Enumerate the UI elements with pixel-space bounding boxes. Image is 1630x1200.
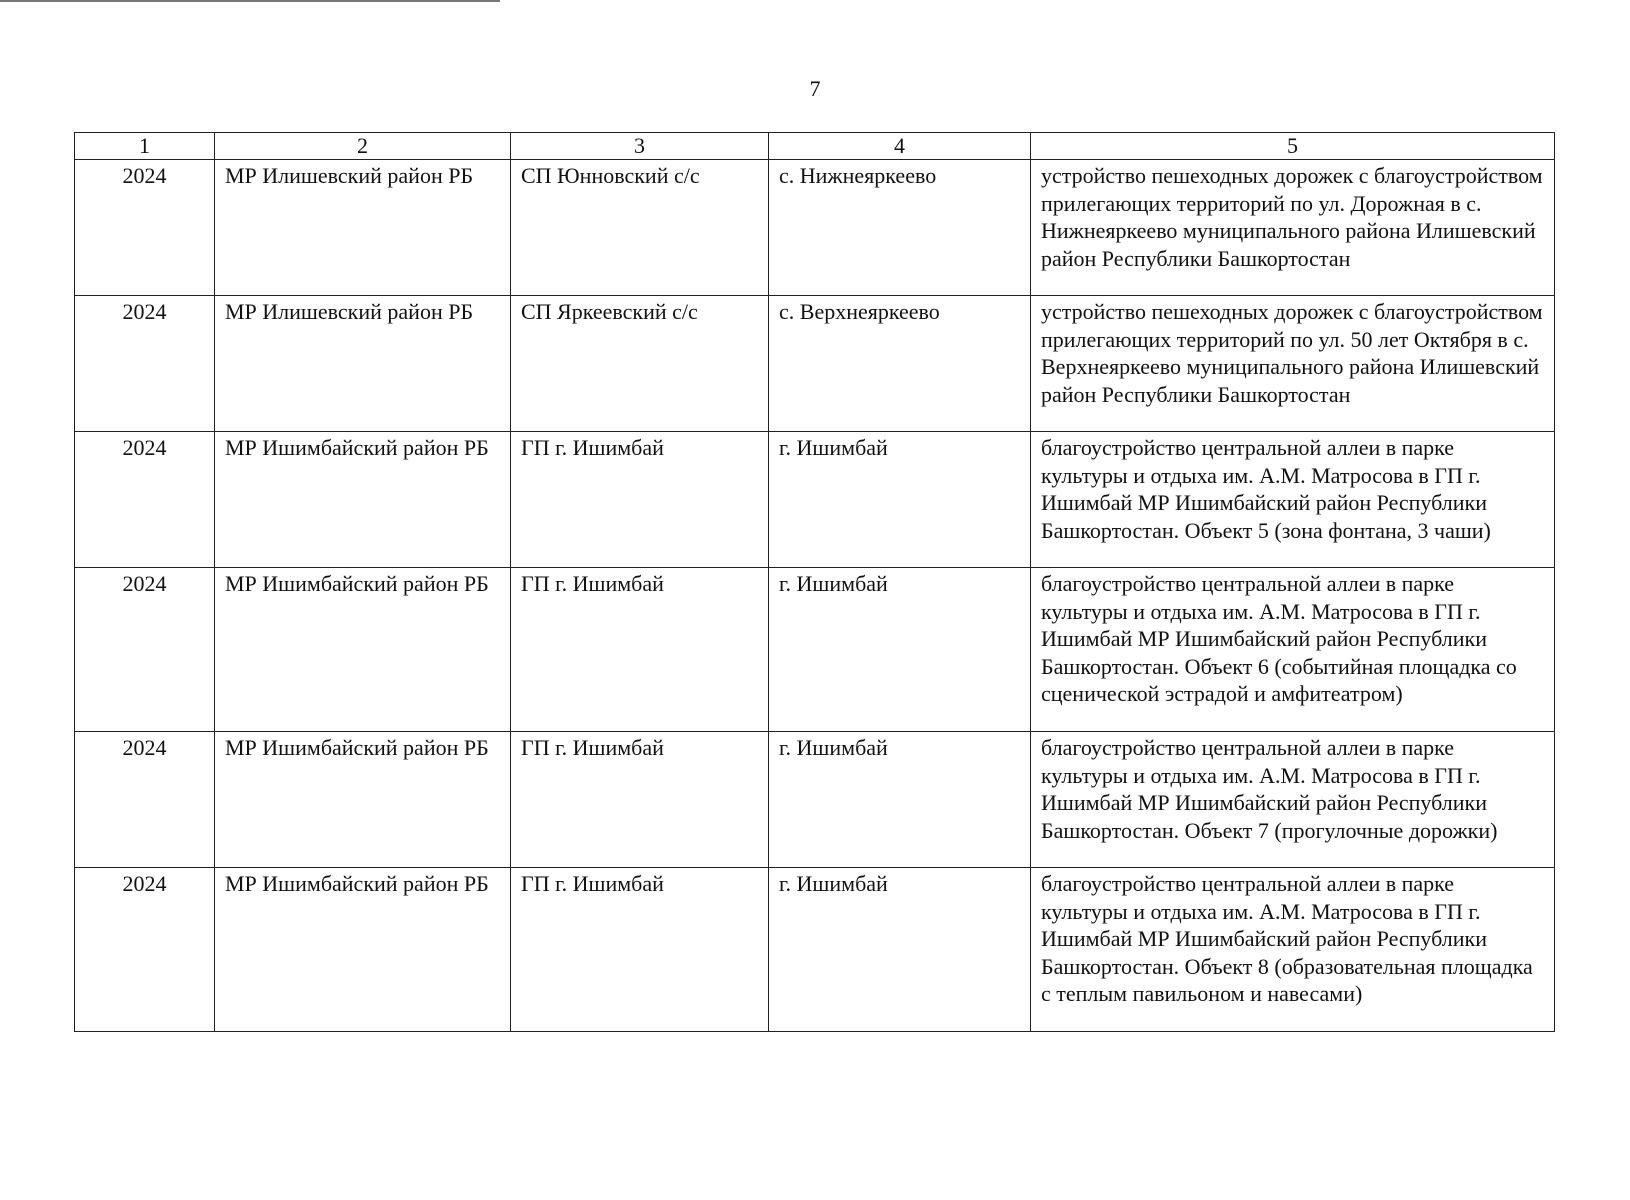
- cell-locality: г. Ишимбай: [769, 432, 1031, 568]
- cell-district: МР Илишевский район РБ: [215, 160, 511, 296]
- table-header-row: [75, 133, 1555, 160]
- table-row: [75, 432, 1555, 568]
- cell-district: МР Ишимбайский район РБ: [215, 432, 511, 568]
- cell-year: 2024: [75, 432, 215, 568]
- scan-edge-line: [0, 0, 500, 2]
- cell-district: МР Ишимбайский район РБ: [215, 568, 511, 732]
- table-row: [75, 296, 1555, 432]
- cell-locality: с. Нижнеяркеево: [769, 160, 1031, 296]
- table-row: [75, 868, 1555, 1032]
- cell-locality: г. Ишимбай: [769, 732, 1031, 868]
- column-header-1: 1: [75, 133, 215, 160]
- cell-settlement: ГП г. Ишимбай: [511, 432, 769, 568]
- cell-settlement: ГП г. Ишимбай: [511, 732, 769, 868]
- cell-locality: г. Ишимбай: [769, 568, 1031, 732]
- cell-district: МР Илишевский район РБ: [215, 296, 511, 432]
- page-number: 7: [809, 76, 821, 101]
- cell-year: 2024: [75, 568, 215, 732]
- cell-settlement: СП Яркеевский с/с: [511, 296, 769, 432]
- cell-settlement: ГП г. Ишимбай: [511, 868, 769, 1032]
- cell-description: благоустройство центральной аллеи в парке культуры и отдыха им. А.М. Матросова в ГП г. Ишимбай МР Ишимбайский район Республики Башкортостан. Объект 6 (событийная площадка со сценической эстрадой и амфитеатром): [1031, 568, 1555, 732]
- table-row: [75, 732, 1555, 868]
- table-row: [75, 568, 1555, 732]
- column-header-5: 5: [1031, 133, 1555, 160]
- cell-description: благоустройство центральной аллеи в парке культуры и отдыха им. А.М. Матросова в ГП г. Ишимбай МР Ишимбайский район Республики Башкортостан. Объект 8 (образовательная площадка с теплым павильоном и навесами): [1031, 868, 1555, 1032]
- cell-description: устройство пешеходных дорожек с благоустройством прилегающих территорий по ул. Дорожная в с. Нижнеяркеево муниципального района Илишевский район Республики Башкортостан: [1031, 160, 1555, 296]
- column-header-4: 4: [769, 133, 1031, 160]
- cell-year: 2024: [75, 732, 215, 868]
- cell-district: МР Ишимбайский район РБ: [215, 732, 511, 868]
- cell-year: 2024: [75, 160, 215, 296]
- column-header-3: 3: [511, 133, 769, 160]
- cell-year: 2024: [75, 868, 215, 1032]
- cell-locality: г. Ишимбай: [769, 868, 1031, 1032]
- cell-description: благоустройство центральной аллеи в парке культуры и отдыха им. А.М. Матросова в ГП г. Ишимбай МР Ишимбайский район Республики Башкортостан. Объект 5 (зона фонтана, 3 чаши): [1031, 432, 1555, 568]
- cell-locality: с. Верхнеяркеево: [769, 296, 1031, 432]
- cell-settlement: ГП г. Ишимбай: [511, 568, 769, 732]
- data-table: [74, 132, 1555, 1032]
- cell-year: 2024: [75, 296, 215, 432]
- column-header-2: 2: [215, 133, 511, 160]
- cell-district: МР Ишимбайский район РБ: [215, 868, 511, 1032]
- cell-description: благоустройство центральной аллеи в парке культуры и отдыха им. А.М. Матросова в ГП г. Ишимбай МР Ишимбайский район Республики Башкортостан. Объект 7 (прогулочные дорожки): [1031, 732, 1555, 868]
- table-row: [75, 160, 1555, 296]
- cell-settlement: СП Юнновский с/с: [511, 160, 769, 296]
- cell-description: устройство пешеходных дорожек с благоустройством прилегающих территорий по ул. 50 лет Октября в с. Верхнеяркеево муниципального района Илишевский район Республики Башкортостан: [1031, 296, 1555, 432]
